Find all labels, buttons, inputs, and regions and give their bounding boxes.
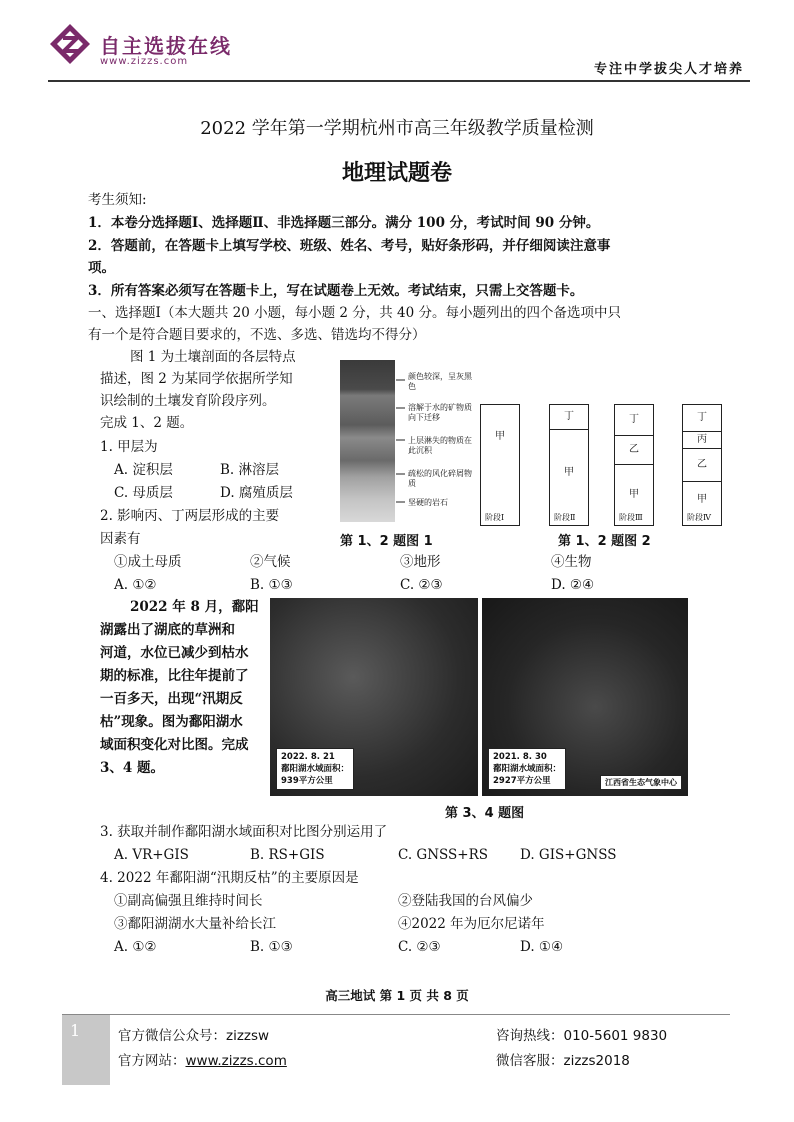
fig2-caption: 第 1、2 题图 2	[558, 534, 651, 549]
q2-item-2: ②气候	[250, 554, 291, 570]
footer-site-link[interactable]: www.zizzs.com	[185, 1053, 287, 1069]
header-divider	[48, 80, 750, 82]
q4-stem: 4. 2022 年鄱阳湖“汛期反枯”的主要原因是	[100, 870, 359, 886]
intro34-line1: 2022 年 8 月，鄱阳	[130, 599, 259, 615]
q1-stem: 1. 甲层为	[100, 439, 158, 455]
q1-option-a: A. 淀积层	[114, 462, 173, 478]
stage-3-layer-ding: 丁	[629, 414, 639, 425]
notice-item-1: 1．本卷分选择题Ⅰ、选择题Ⅱ、非选择题三部分。满分 100 分，考试时间 90 分钟。	[88, 215, 600, 231]
q2-item-4: ④生物	[551, 554, 592, 570]
footer-site	[118, 1049, 287, 1069]
notice-item-3: 3．所有答案必须写在答题卡上，写在试题卷上无效。考试结束，只需上交答题卡。	[88, 283, 584, 299]
fig1-annotation-1: 颜色较深，呈灰黑色	[408, 372, 472, 391]
soil-profile-photo	[340, 360, 395, 522]
q3-option-c: C. GNSS+RS	[398, 847, 489, 863]
footer-hotline: 咨询热线：010-5601 9830	[496, 1028, 668, 1044]
fig1-annotation-2: 溶解于水的矿物质向下迁移	[408, 403, 472, 422]
stage-2-column	[549, 404, 589, 526]
stage-3-column	[614, 404, 654, 526]
footer-site-label: 官方网站：	[118, 1053, 186, 1069]
q1-option-d: D. 腐殖质层	[220, 485, 293, 501]
page-number-tab: 1	[62, 1015, 110, 1085]
exam-subtitle: 地理试题卷	[341, 160, 452, 186]
stage-2-layer-ding: 丁	[564, 411, 574, 422]
logo-url: www.zizzs.com	[100, 56, 189, 67]
fig1-annotation-4: 疏松的风化碎屑物质	[408, 469, 472, 488]
q4-option-b: B. ①③	[250, 939, 293, 955]
notice-item-2: 2．答题前，在答题卡上填写学校、班级、姓名、考号，贴好条形码，并仔细阅读注意事	[88, 238, 611, 254]
intro12-line1: 图 1 为土壤剖面的各层特点	[130, 349, 296, 365]
footer-divider	[62, 1014, 730, 1015]
q2-option-b: B. ①③	[250, 577, 293, 593]
q2-item-3: ③地形	[400, 554, 441, 570]
q2-option-d: D. ②④	[551, 577, 595, 593]
q2-item-1: ①成土母质	[114, 554, 182, 570]
stage-1-layer-jia: 甲	[495, 431, 505, 442]
q4-option-c: C. ②③	[398, 939, 441, 955]
q3-option-b: B. RS+GIS	[250, 847, 325, 863]
intro34-line8: 3、4 题。	[100, 760, 164, 776]
q4-option-a: A. ①②	[114, 939, 157, 955]
q2-stem-1: 2. 影响丙、丁两层形成的主要	[100, 508, 280, 524]
q3-option-a: A. VR+GIS	[114, 847, 189, 863]
fig1-annotation-5: 坚硬的岩石	[408, 498, 448, 507]
q2-option-c: C. ②③	[400, 577, 443, 593]
notice-item-2b: 项。	[88, 260, 115, 276]
intro34-line7: 域面积变化对比图。完成	[100, 737, 249, 753]
q4-item-4: ④2022 年为厄尔尼诺年	[398, 916, 545, 932]
footer-service: 微信客服：zizzs2018	[496, 1053, 630, 1069]
stage-4-layer-jia: 甲	[683, 481, 721, 525]
q2-stem-2: 因素有	[100, 531, 141, 547]
logo-icon	[48, 22, 92, 66]
stage-2-label: 阶段Ⅱ	[554, 513, 576, 522]
intro34-line3: 河道，水位已减少到枯水	[100, 645, 249, 661]
stage-4-layer-yi: 乙	[683, 448, 721, 481]
lake-satellite-2021	[482, 598, 688, 796]
q4-item-1: ①副高偏强且维持时间长	[114, 893, 263, 909]
intro34-line2: 湖露出了湖底的草洲和	[100, 622, 235, 638]
lake-2022-label: 2022. 8. 21 鄱阳湖水域面积： 939平方公里	[276, 748, 354, 790]
stage-1-label: 阶段Ⅰ	[485, 513, 505, 522]
logo-text: 自主选拔在线	[100, 34, 232, 58]
fig3-caption: 第 3、4 题图	[445, 806, 525, 821]
stage-3-layer-jia: 甲	[615, 464, 653, 525]
section1-line1: 一、选择题Ⅰ（本大题共 20 小题，每小题 2 分，共 40 分。每小题列出的四个备选项中只	[88, 305, 622, 321]
image-source-label: 江西省生态气象中心	[600, 775, 682, 790]
intro12-line2: 描述，图 2 为某同学依据所学知	[100, 371, 293, 387]
fig1-annotation-3: 上层淋失的物质在此沉积	[408, 436, 472, 455]
stage-4-layer-ding: 丁	[697, 412, 707, 423]
stage-3-layer-yi: 乙	[615, 435, 653, 464]
intro12-line3: 识绘制的土壤发育阶段序列。	[100, 393, 276, 409]
intro34-line6: 枯”现象。图为鄱阳湖水	[100, 714, 243, 730]
stage-1-column	[480, 404, 520, 526]
lake-satellite-2022	[270, 598, 478, 796]
q4-item-3: ③鄱阳湖湖水大量补给长江	[114, 916, 276, 932]
slogan: 专注中学拔尖人才培养	[593, 62, 744, 77]
q4-option-d: D. ①④	[520, 939, 564, 955]
q2-option-a: A. ①②	[114, 577, 157, 593]
page-indicator: 高三地试 第 1 页 共 8 页	[325, 988, 469, 1003]
intro34-line4: 期的标准，比往年提前了	[100, 668, 249, 684]
q3-option-d: D. GIS+GNSS	[520, 847, 617, 863]
section1-line2: 有一个是符合题目要求的，不选、多选、错选均不得分）	[88, 327, 426, 343]
q1-option-c: C. 母质层	[114, 485, 173, 501]
stage-4-label: 阶段Ⅳ	[687, 513, 711, 522]
fig1-caption: 第 1、2 题图 1	[340, 534, 433, 549]
stage-3-label: 阶段Ⅲ	[619, 513, 643, 522]
q4-item-2: ②登陆我国的台风偏少	[398, 893, 533, 909]
q3-stem: 3. 获取并制作鄱阳湖水域面积对比图分别运用了	[100, 824, 388, 840]
exam-title: 2022 学年第一学期杭州市高三年级教学质量检测	[200, 118, 594, 139]
intro12-line4: 完成 1、2 题。	[100, 415, 194, 431]
intro34-line5: 一百多天，出现“汛期反	[100, 691, 243, 707]
annotation-arrows	[395, 370, 407, 510]
stage-4-column	[682, 404, 722, 526]
notice-head: 考生须知:	[88, 192, 147, 208]
footer-wechat: 官方微信公众号：zizzsw	[118, 1028, 270, 1044]
stage-2-layer-jia: 甲	[550, 429, 588, 525]
lake-2021-label: 2021. 8. 30 鄱阳湖水域面积： 2927平方公里	[488, 748, 566, 790]
q1-option-b: B. 淋溶层	[220, 462, 280, 478]
stage-4-layer-bing: 丙	[683, 431, 721, 448]
